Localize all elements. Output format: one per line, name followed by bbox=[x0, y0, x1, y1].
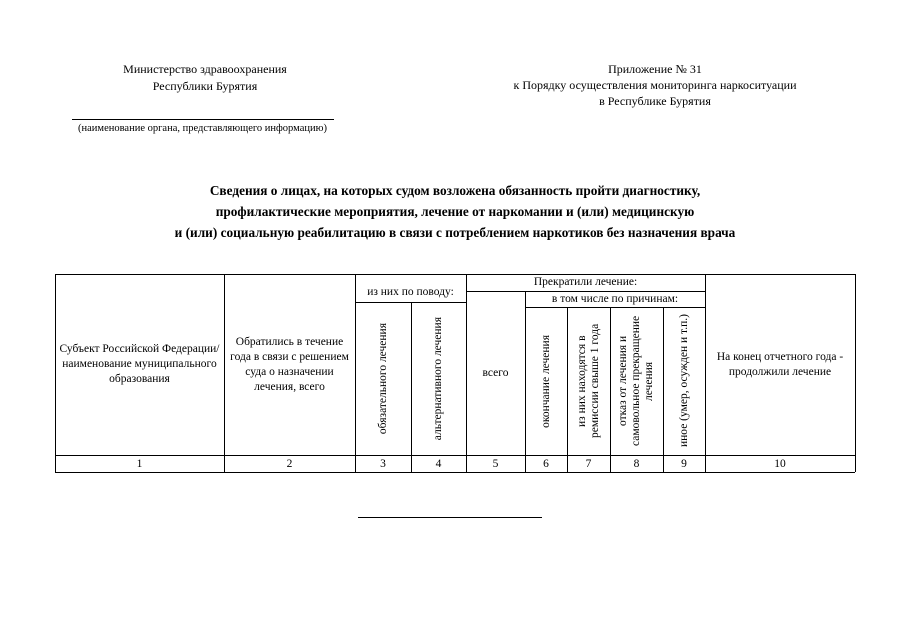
col-number-4: 4 bbox=[435, 457, 442, 470]
stopped-group-header: Прекратили лечение: bbox=[533, 276, 638, 288]
col-mandatory-label: обязательного лечения bbox=[376, 322, 389, 435]
col-number-5: 5 bbox=[492, 457, 499, 470]
col-completed-header bbox=[525, 307, 567, 455]
col-continued-header: На конец отчетного года - продолжили лечение bbox=[716, 350, 844, 378]
col-completed-label: окончание лечения bbox=[539, 334, 552, 428]
appendix-line1: Приложение № 31 bbox=[608, 62, 702, 76]
title-line2: профилактические мероприятия, лечение от наркомании и (или) медицинскую bbox=[215, 204, 695, 219]
col-number-7: 7 bbox=[585, 457, 592, 470]
col-number-8: 8 bbox=[633, 457, 640, 470]
col-mandatory-header bbox=[355, 302, 411, 455]
col-refusal-header bbox=[610, 307, 663, 455]
col-remission-label: из них находятся в ремиссии свыше 1 года bbox=[575, 323, 601, 439]
title-line3: и (или) социальную реабилитацию в связи с потреблением наркотиков без назначения врача bbox=[174, 225, 736, 240]
org-name-caption: (наименование органа, представляющего информацию) bbox=[78, 123, 327, 134]
col-other-header bbox=[663, 307, 705, 455]
reason-group-header: из них по поводу: bbox=[367, 285, 454, 298]
col-number-10: 10 bbox=[774, 457, 786, 470]
col-alternative-label: альтернативного лечения bbox=[432, 316, 444, 441]
col-other-label: иное (умер, осужден и т.п.) bbox=[677, 314, 690, 448]
reasons-subgroup-header: в том числе по причинам: bbox=[551, 292, 679, 305]
col-number-3: 3 bbox=[380, 457, 386, 470]
appendix-line3: в Республике Бурятия bbox=[599, 94, 711, 108]
col-remission-header bbox=[567, 307, 610, 455]
col-applied-header: Обратились в течение года в связи с решением суда о назначении лечения, всего bbox=[230, 335, 349, 393]
ministry-line1: Министерство здравоохранения bbox=[123, 62, 287, 76]
col-subject-header: Субъект Российской Федерации/ наименование муниципального образования bbox=[59, 343, 220, 385]
signature-line bbox=[358, 517, 542, 518]
col-alternative-header bbox=[411, 302, 466, 455]
col-number-6: 6 bbox=[543, 457, 549, 470]
col-number-2: 2 bbox=[286, 457, 293, 470]
col-refusal-label: отказ от лечения и самовольное прекращение лечения bbox=[617, 315, 655, 447]
col-number-1: 1 bbox=[136, 457, 143, 470]
col-number-9: 9 bbox=[681, 457, 687, 470]
table-border-bottom bbox=[55, 472, 855, 473]
col-total-stopped-header: всего bbox=[482, 366, 509, 379]
vline-10 bbox=[855, 274, 856, 472]
ministry-line2: Республики Бурятия bbox=[152, 79, 258, 93]
appendix-line2: к Порядку осуществления мониторинга наркоситуации bbox=[513, 78, 797, 92]
title-line1: Сведения о лицах, на которых судом возложена обязанность пройти диагностику, bbox=[209, 183, 701, 198]
